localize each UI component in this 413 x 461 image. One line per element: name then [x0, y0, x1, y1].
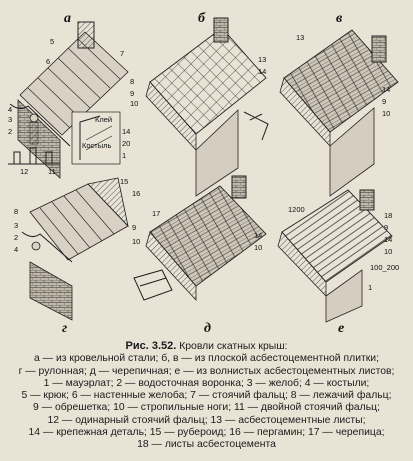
- callout-e-1200: 1200: [288, 205, 305, 214]
- caption-line: 9 — обрешетка; 10 — стропильные ноги; 11 — двойной стоячий фальц;: [33, 402, 380, 414]
- panel-a-inset: [72, 112, 120, 164]
- inset-text-kostyl: Костыль: [82, 141, 112, 150]
- callout-a-10: 10: [130, 99, 139, 108]
- panel-g-wall: [30, 262, 72, 320]
- panel-b-callouts: [258, 55, 266, 76]
- callout-e-18: 18: [384, 211, 393, 220]
- panel-g: [14, 177, 140, 336]
- callout-d-14: 14: [254, 231, 263, 240]
- inset-text-klei: Клей: [95, 115, 113, 124]
- panel-a-label: а: [64, 11, 71, 26]
- callout-a-9: 9: [130, 89, 135, 98]
- callout-b-13: 13: [258, 55, 267, 64]
- panel-v-label: в: [336, 11, 343, 26]
- callout-a-5: 5: [50, 37, 55, 46]
- callout-g-2: 2: [14, 233, 19, 242]
- panel-e-chimney: [360, 190, 374, 210]
- callout-g-10: 10: [132, 237, 141, 246]
- caption-line: г — рулонная; д — черепичная; е — из волнистых асбестоцементных листов;: [18, 365, 395, 377]
- callout-a-11: 11: [48, 167, 56, 176]
- callout-a-12: 12: [20, 167, 29, 176]
- callout-g-15: 15: [120, 177, 129, 186]
- callout-v-9: 9: [382, 97, 387, 106]
- panel-b-label: б: [198, 11, 205, 26]
- panel-v-chimney: [372, 36, 386, 62]
- callout-a-6: 6: [46, 57, 51, 66]
- caption-line: 14 — крепежная деталь; 15 — рубероид; 16 — пергамин; 17 — черепица;: [28, 427, 385, 439]
- caption-line: а — из кровельной стали; б, в — из плоской асбестоцементной плитки;: [34, 353, 379, 365]
- figure-caption: [4, 340, 409, 452]
- caption-title: Кровли скатных крыш:: [179, 341, 288, 352]
- callout-b-14: 14: [258, 67, 267, 76]
- panel-a: [8, 11, 138, 178]
- caption-line: 5 — крюк; 6 — настенные желоба; 7 — стоячий фальц; 8 — лежачий фальц;: [21, 390, 392, 402]
- callout-v-10: 10: [382, 109, 391, 118]
- callout-g-3: 3: [14, 221, 19, 230]
- callout-g-9: 9: [132, 223, 137, 232]
- callout-a-2: 2: [8, 127, 13, 136]
- panel-d: [134, 176, 266, 336]
- callout-a-4: 4: [8, 105, 13, 114]
- panel-b: [146, 11, 268, 196]
- panel-d-roof-slope: [150, 186, 266, 286]
- callout-e-10: 10: [384, 247, 393, 256]
- callout-e-1: 1: [368, 283, 373, 292]
- callout-a-1: 1: [122, 151, 127, 160]
- callout-a-20: 20: [122, 139, 131, 148]
- caption-line: 1 — мауэрлат; 2 — водосточная воронка; 3 — желоб; 4 — костыли;: [43, 377, 370, 389]
- panel-d-label: д: [204, 321, 211, 336]
- panel-a-chimney: [78, 22, 94, 48]
- callout-e-100-200: 100_200: [370, 263, 400, 272]
- callout-a-3: 3: [8, 115, 13, 124]
- panel-d-tile-detail: [134, 270, 172, 300]
- callout-g-4: 4: [14, 245, 19, 254]
- panel-g-funnel: [32, 242, 40, 250]
- panel-b-chimney: [214, 18, 228, 42]
- caption-line: 12 — одинарный стоячий фальц; 13 — асбестоцементные листы;: [47, 414, 366, 426]
- panel-e: [278, 190, 399, 336]
- callout-a-14: 14: [122, 127, 131, 136]
- panel-a-funnel: [30, 114, 38, 122]
- callout-v-13: 13: [296, 33, 305, 42]
- caption-figure-number: Рис. 3.52.: [125, 340, 177, 352]
- panel-d-chimney: [232, 176, 246, 198]
- panel-a-downpipe: [30, 122, 38, 144]
- callout-a-8: 8: [130, 77, 135, 86]
- panel-v: [280, 11, 398, 196]
- caption-line: 18 — листы асбестоцемента: [137, 439, 276, 451]
- panel-b-detail: [244, 112, 268, 140]
- callout-a-7: 7: [120, 49, 125, 58]
- callout-d-17: 17: [152, 209, 161, 218]
- panel-g-label: г: [62, 321, 68, 336]
- callout-d-10: 10: [254, 243, 263, 252]
- caption-heading: [4, 340, 409, 353]
- callout-e-9: 9: [384, 223, 389, 232]
- panel-e-label: е: [338, 321, 345, 336]
- callout-v-14: 14: [382, 85, 391, 94]
- callout-g-8: 8: [14, 207, 19, 216]
- callout-g-16: 16: [132, 189, 141, 198]
- callout-e-14: 14: [384, 235, 393, 244]
